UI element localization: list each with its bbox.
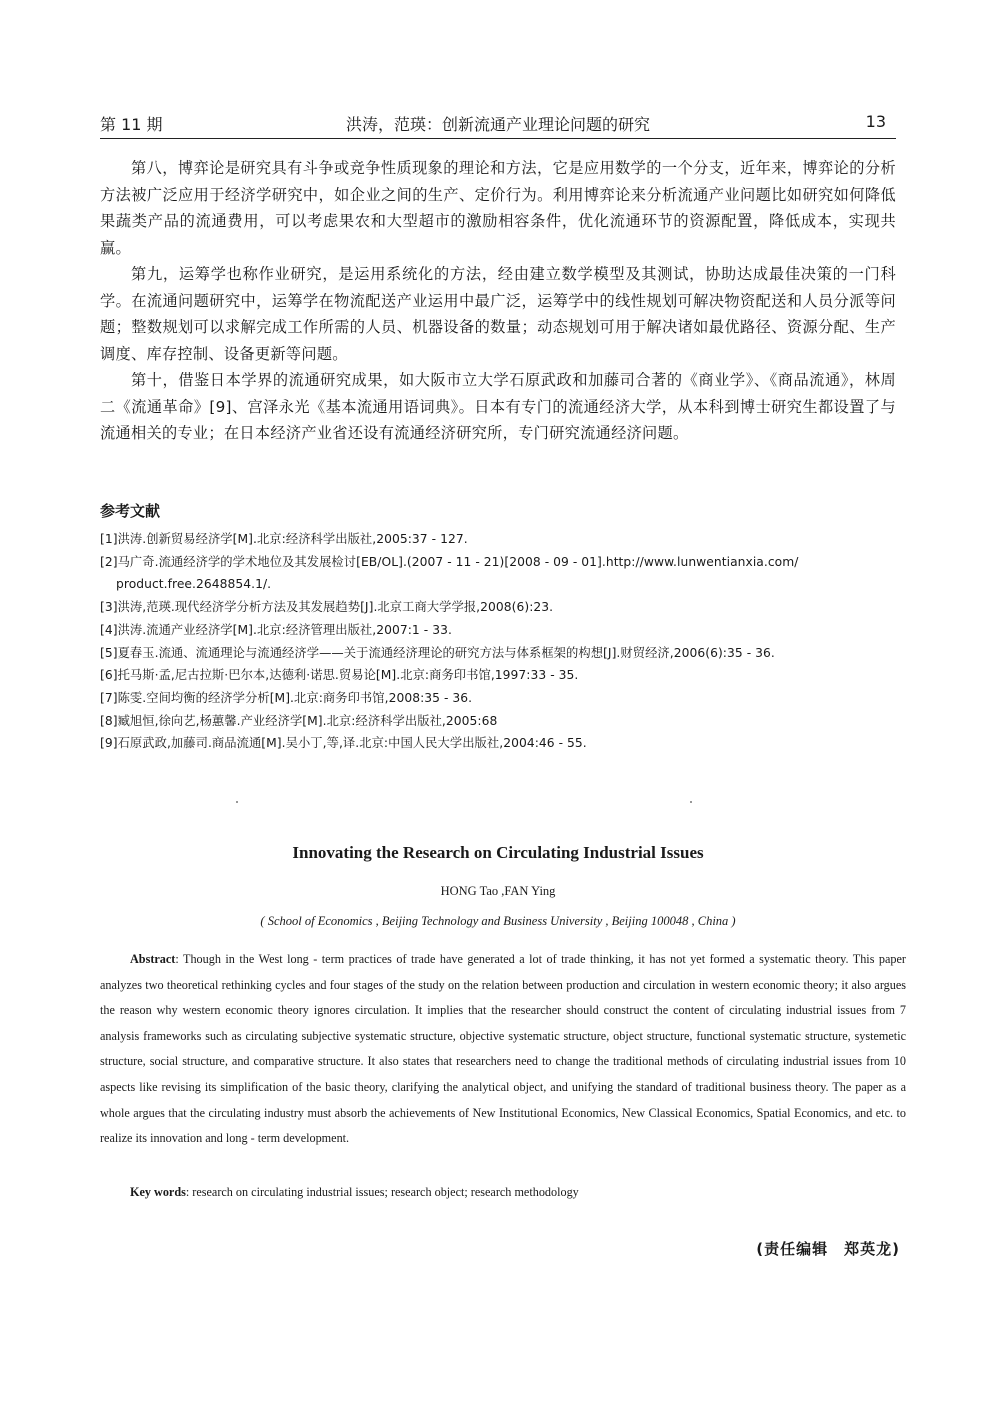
reference-item: [2]马广奇.流通经济学的学术地位及其发展检讨[EB/OL].(2007 - 11 - 21)[2008 - 09 - 01].http://www.lunwentianxia.com/ (100, 554, 799, 569)
abstract-label: Abstract (130, 952, 176, 966)
english-abstract (100, 947, 906, 1152)
reference-item: [6]托马斯·孟,尼古拉斯·巴尔本,达德利·诺思.贸易论[M].北京:商务印书馆,1997:33 - 35. (100, 668, 579, 683)
running-header (100, 108, 896, 139)
body-text (100, 155, 896, 447)
abstract-text: : Though in the West long - term practices of trade have generated a lot of trade thinking, it has not yet formed a systematic theory. This paper analyzes two theoretical rethinking cycles and four stages of the study on the relation between production and circulation in western economic theory; it also argues the reason why western economic theory ignores circulation. It implies that the researcher should construct the content of circulating industrial issues from 7 analysis frameworks such as circulating subjective systematic structure, objective systematic structure, object structure, functional systematic structure, systemetic structure, social structure, and comparative structure. It also states that researchers need to change the traditional methods of circulating industrial issues from 10 aspects like revising its simplification of the basic theory, clarifying the analytical object, and unifying the standard of traditional business theory. The paper as a whole argues that the circulating industry must absorb the achievements of New Institutional Economics, New Classical Economics, Spatial Economics, and etc. to realize its innovation and long - term development. (100, 952, 906, 1146)
reference-item: [4]洪涛.流通产业经济学[M].北京:经济管理出版社,2007:1 - 33. (100, 622, 452, 637)
editor-note: (责任编辑 郑英龙) (756, 1240, 900, 1258)
reference-item: [8]臧旭恒,徐向艺,杨蕙馨.产业经济学[M].北京:经济科学出版社,2005:68 (100, 713, 498, 728)
references-heading: 参考文献 (100, 502, 161, 520)
references-list (100, 528, 900, 755)
keywords-label: Key words (130, 1185, 186, 1199)
scan-speck (236, 801, 238, 803)
english-authors: HONG Tao ,FAN Ying (440, 884, 556, 898)
reference-item-continuation: product.free.2648854.1/. (116, 577, 272, 592)
keywords-text: : research on circulating industrial issues; research object; research methodology (185, 1185, 579, 1199)
scan-speck (690, 801, 692, 803)
reference-item: [9]石原武政,加藤司.商品流通[M].吴小丁,等,译.北京:中国人民大学出版社,2004:46 - 55. (100, 736, 587, 751)
reference-item: [5]夏春玉.流通、流通理论与流通经济学——关于流通经济理论的研究方法与体系框架的构想[J].财贸经济,2006(6):35 - 36. (100, 645, 775, 660)
reference-item: [3]洪涛,范瑛.现代经济学分析方法及其发展趋势[J].北京工商大学学报,2008(6):23. (100, 600, 554, 615)
issue-number: 第 11 期 (100, 115, 163, 134)
paragraph-8: 第八，博弈论是研究具有斗争或竞争性质现象的理论和方法，它是应用数学的一个分支，近年来，博弈论的分析方法被广泛应用于经济学研究中，如企业之间的生产、定价行为。利用博弈论来分析流通产业问题比如研究如何降低果蔬类产品的流通费用，可以考虑果农和大型超市的激励相容条件，优化流通环节的资源配置，降低成本，实现共赢。 (100, 159, 896, 257)
reference-item: [1]洪涛.创新贸易经济学[M].北京:经济科学出版社,2005:37 - 127. (100, 532, 468, 546)
running-title: 洪涛，范瑛：创新流通产业理论问题的研究 (345, 115, 650, 134)
reference-item: [7]陈雯.空间均衡的经济学分析[M].北京:商务印书馆,2008:35 - 36. (100, 690, 473, 705)
english-affiliation: ( School of Economics , Beijing Technology and Business University , Beijing 100048 , China ) (260, 914, 736, 928)
page-number: 13 (865, 112, 886, 131)
paragraph-9: 第九，运筹学也称作业研究，是运用系统化的方法，经由建立数学模型及其测试，协助达成最佳决策的一门科学。在流通问题研究中，运筹学在物流配送产业运用中最广泛，运筹学中的线性规划可解决物资配送和人员分派等问题；整数规划可以求解完成工作所需的人员、机器设备的数量；动态规划可用于解决诸如最优路径、资源分配、生产调度、库存控制、设备更新等问题。 (100, 265, 896, 363)
english-title: Innovating the Research on Circulating Industrial Issues (292, 843, 704, 862)
english-keywords (100, 1185, 900, 1200)
paragraph-10: 第十，借鉴日本学界的流通研究成果，如大阪市立大学石原武政和加藤司合著的《商业学》、《商品流通》，林周二《流通革命》[9]、宫泽永光《基本流通用语词典》。日本有专门的流通经济大学，从本科到博士研究生都设置了与流通相关的专业；在日本经济产业省还设有流通经济研究所，专门研究流通经济问题。 (100, 371, 896, 442)
